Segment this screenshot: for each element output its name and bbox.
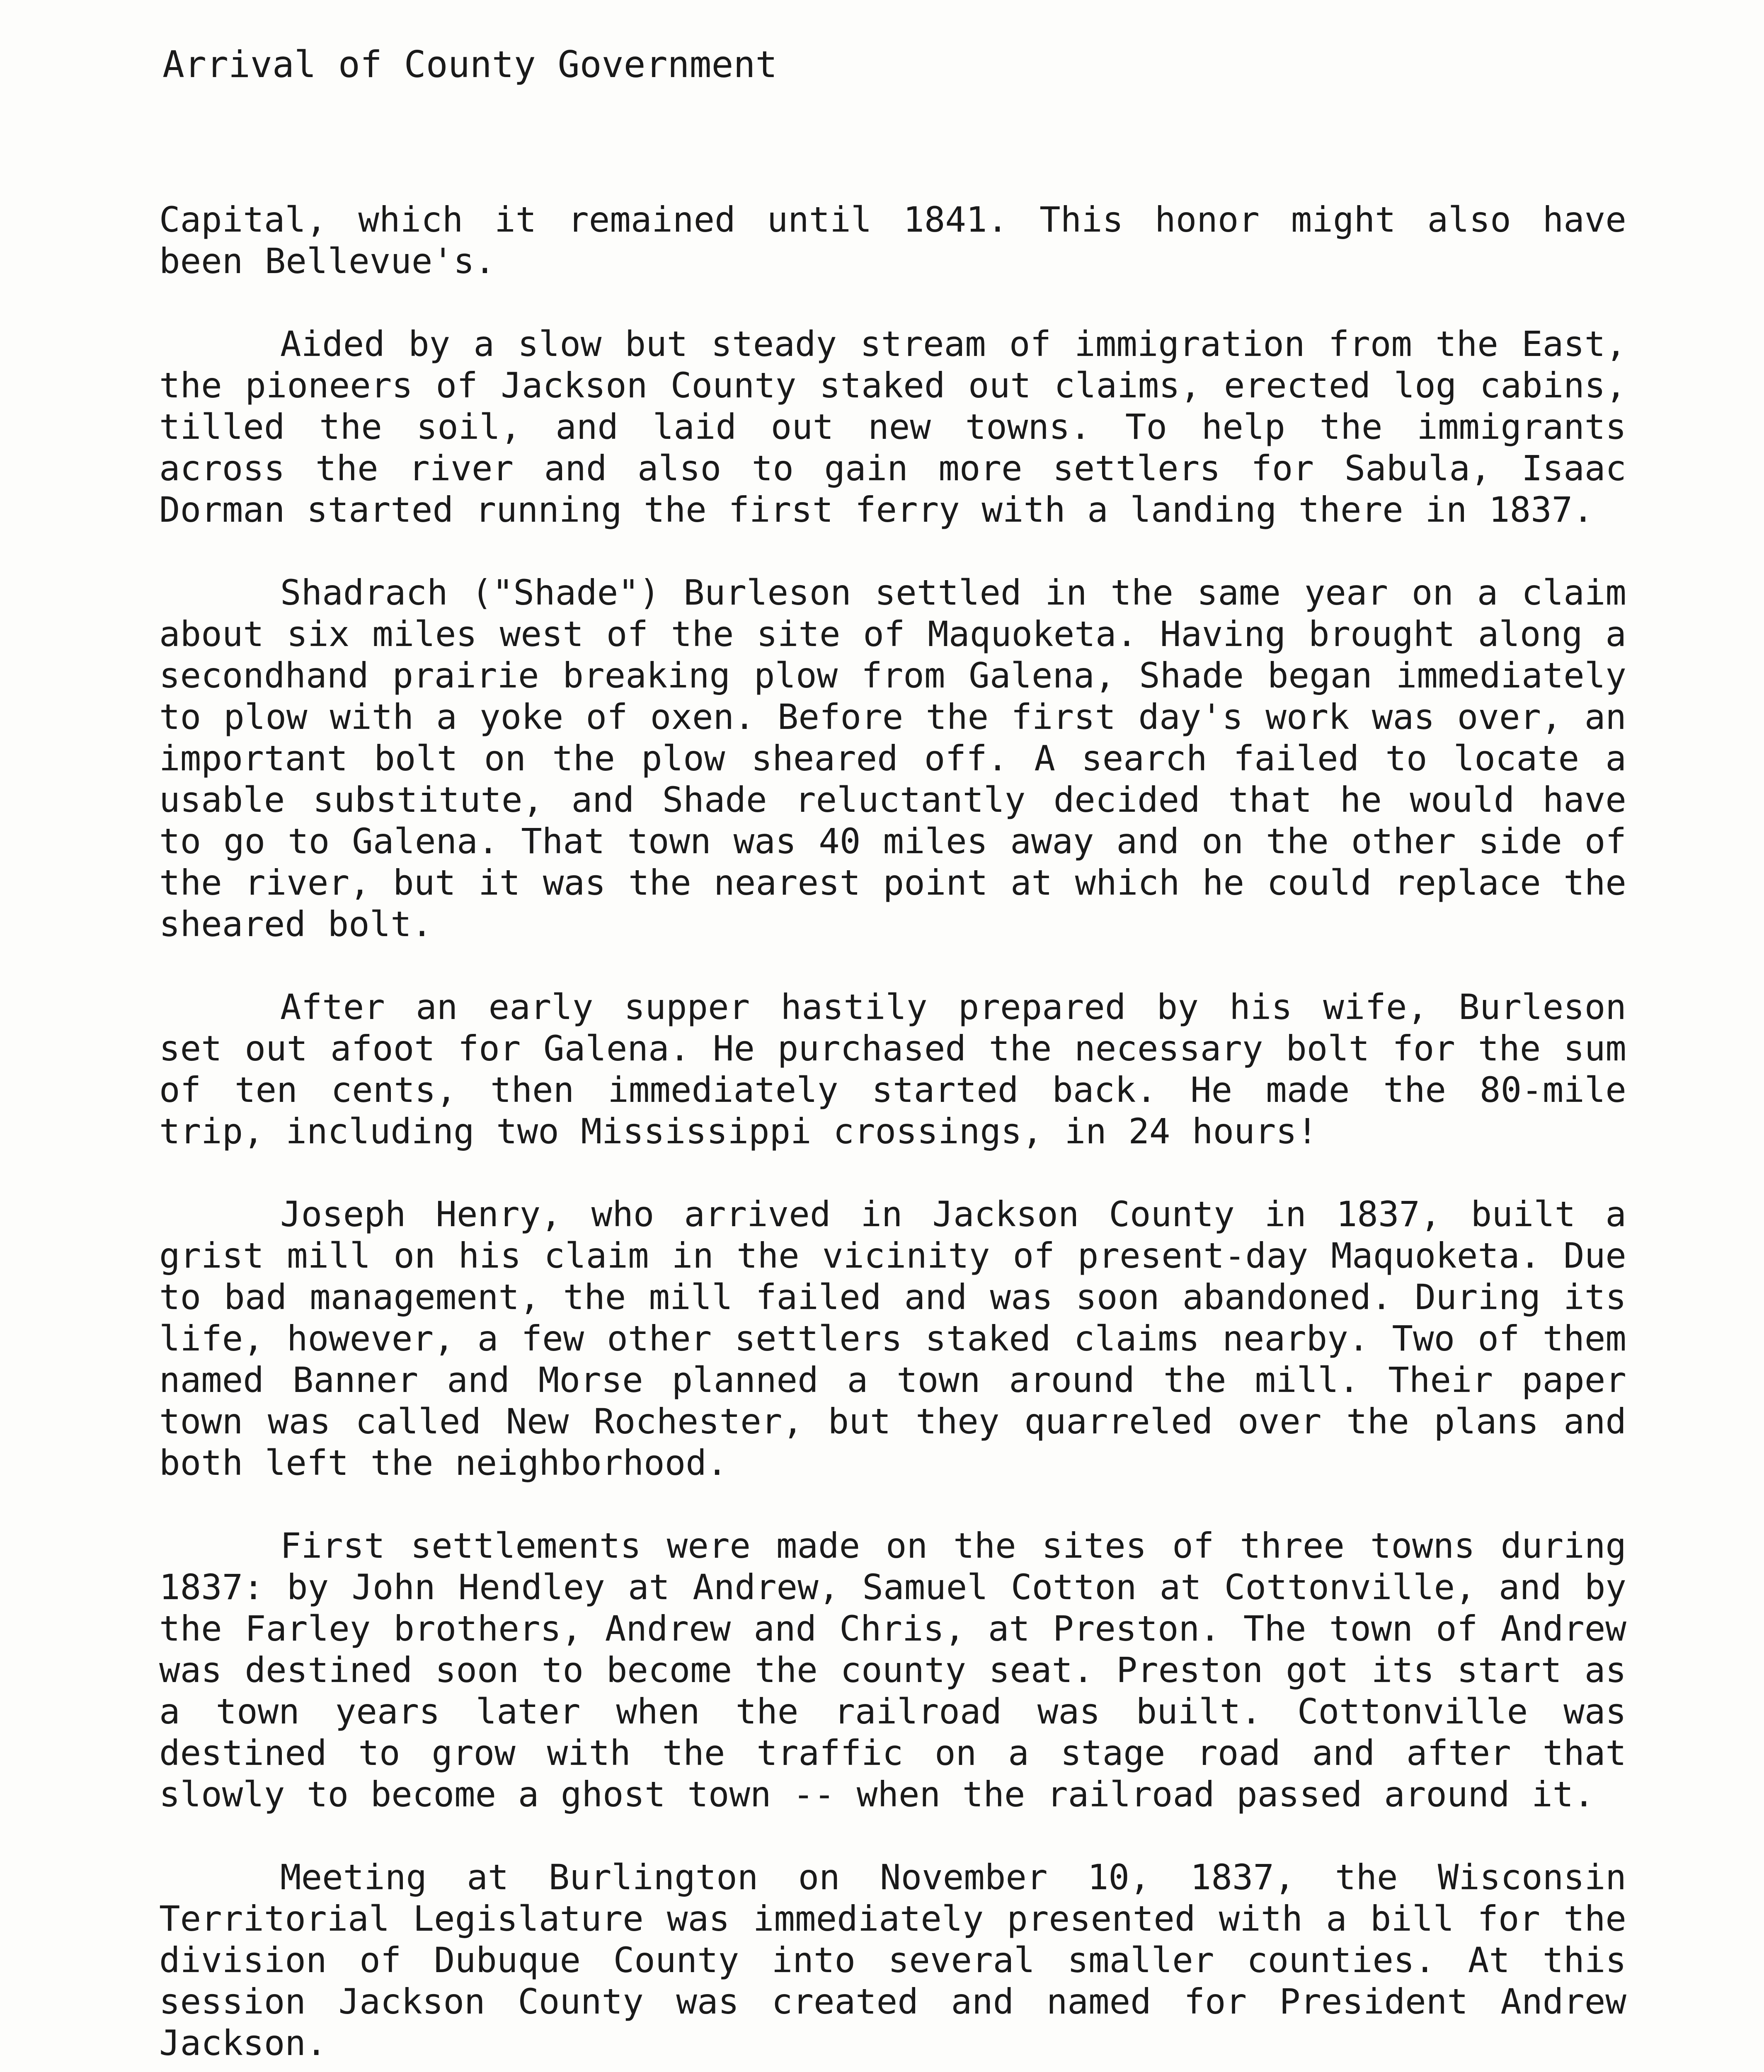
paragraph-burleson-trip: After an early supper hastily prepared by his wife, Burleson set out afoot for Galena. He purchased the necessary bolt for the sum of ten cents, then immediately started back. He made the 80-mile trip, including two Mississippi crossings, in 24 hours! — [159, 987, 1626, 1152]
paragraph-capital: Capital, which it remained until 1841. This honor might also have been Bellevue's. — [159, 199, 1626, 281]
paragraph-first-settlements: First settlements were made on the sites of three towns during 1837: by John Hendley at Andrew, Samuel Cotton at Cottonville, and by the Farley brothers, Andrew and Chris, at Preston. The town of Andrew was destined soon to become the county seat. Preston got its start as a town years later when the railroad was built. Cottonville was destined to grow with the traffic on a stage road and after that slowly to become a ghost town -- when the railroad passed around it. — [159, 1525, 1626, 1815]
paragraph-immigration: Aided by a slow but steady stream of immigration from the East, the pioneers of Jackson County staked out claims, erected log cabins, tilled the soil, and laid out new towns. To help the immigrants across the river and also to gain more settlers for Sabula, Isaac Dorman started running the first ferry with a landing there in 1837. — [159, 324, 1626, 530]
body-text — [159, 199, 1626, 2072]
paragraph-burleson-plow: Shadrach ("Shade") Burleson settled in the same year on a claim about six miles west of the site of Maquoketa. Having brought along a secondhand prairie breaking plow from Galena, Shade began immediately to plow with a yoke of oxen. Before the first day's work was over, an important bolt on the plow sheared off. A search failed to locate a usable substitute, and Shade reluctantly decided that he would have to go to Galena. That town was 40 miles away and on the other side of the river, but it was the nearest point at which he could replace the sheared bolt. — [159, 572, 1626, 944]
running-head: Arrival of County Government — [162, 43, 778, 86]
paragraph-legislature: Meeting at Burlington on November 10, 1837, the Wisconsin Territorial Legislature was immediately presented with a bill for the division of Dubuque County into several smaller counties. At this session Jackson County was created and named for President Andrew Jackson. — [159, 1857, 1626, 2063]
paragraph-joseph-henry: Joseph Henry, who arrived in Jackson County in 1837, built a grist mill on his claim in the vicinity of present-day Maquoketa. Due to bad management, the mill failed and was soon abandoned. During its life, however, a few other settlers staked claims nearby. Two of them named Banner and Morse planned a town around the mill. Their paper town was called New Rochester, but they quarreled over the plans and both left the neighborhood. — [159, 1194, 1626, 1483]
